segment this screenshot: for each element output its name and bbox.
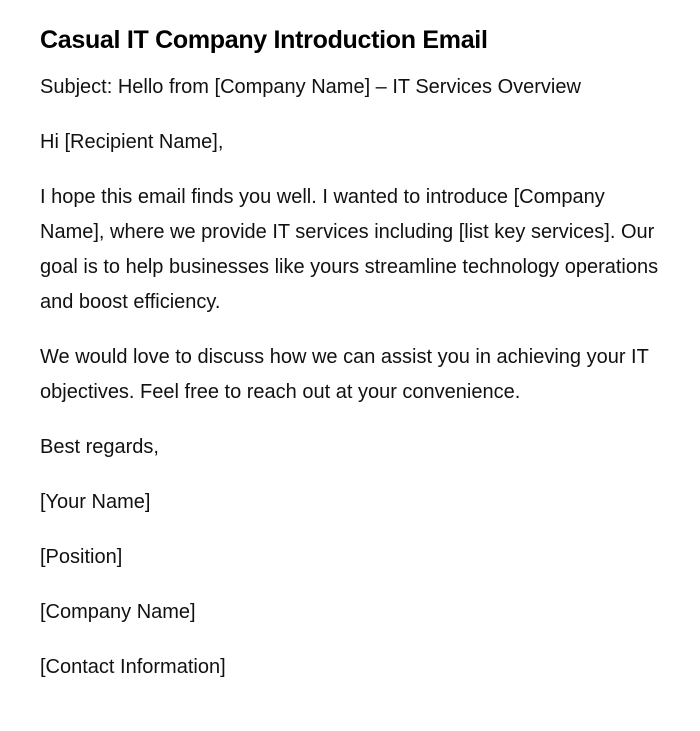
signature-position: [Position] — [40, 546, 123, 568]
email-closing: Best regards, — [40, 436, 159, 458]
email-subject: Subject: Hello from [Company Name] – IT Services Overview — [40, 76, 581, 98]
email-body-paragraph-1: I hope this email finds you well. I wanted to introduce [Company Name], where we provide IT services including [list key services]. Our goal is to help businesses like yours streamline technology operations and boost efficiency. — [40, 186, 659, 313]
document-title: Casual IT Company Introduction Email — [40, 26, 488, 54]
signature-company: [Company Name] — [40, 601, 196, 623]
signature-contact: [Contact Information] — [40, 656, 226, 678]
email-greeting: Hi [Recipient Name], — [40, 131, 224, 153]
email-body-paragraph-2: We would love to discuss how we can assist you in achieving your IT objectives. Feel free to reach out at your convenience. — [40, 346, 649, 403]
signature-name: [Your Name] — [40, 491, 151, 513]
